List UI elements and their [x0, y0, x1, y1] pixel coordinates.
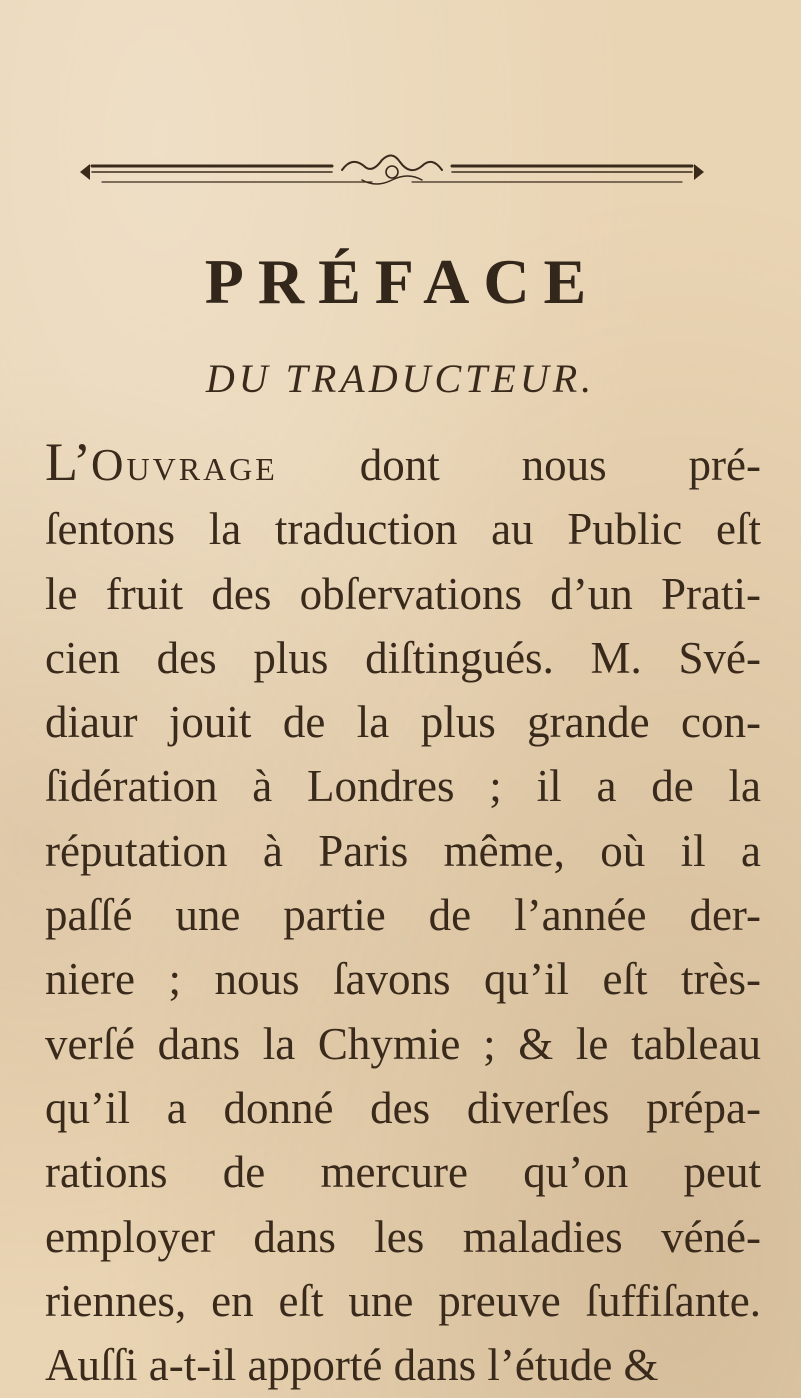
header-ornament: [72, 150, 712, 198]
text-line: qu’il a donné des diverſes prépa-: [45, 1082, 761, 1133]
body-text: [45, 430, 761, 1397]
text-line: employer dans les maladies véné-: [45, 1211, 761, 1262]
first-word: Ouvrage: [91, 440, 278, 490]
text-line: réputation à Paris même, où il a: [45, 825, 761, 876]
text-line: ſentons la traduction au Public eſt: [45, 504, 761, 555]
text-line: rations de mercure qu’on peut: [45, 1147, 761, 1198]
text-line: niere ; nous ſavons qu’il eſt très-: [45, 954, 761, 1005]
text-line: [45, 430, 761, 497]
text-line: diaur jouit de la plus grande con-: [45, 697, 761, 748]
text-line: le fruit des obſervations d’un Prati-: [45, 568, 761, 619]
text-line: cien des plus diſtingués. M. Své-: [45, 632, 761, 683]
text-line: Auſſi a-t-il apporté dans l’étude &: [45, 1340, 659, 1391]
page-title: PRÉFACE: [204, 246, 601, 317]
drop-cap: L’: [45, 432, 92, 492]
first-line-rest: dont nous pré-: [277, 440, 761, 490]
text-line: ſidération à Londres ; il a de la: [45, 761, 761, 812]
text-line: riennes, en eſt une preuve ſuffiſante.: [45, 1275, 761, 1326]
page-subtitle: DU TRADUCTEUR.: [205, 356, 596, 401]
text-line: verſé dans la Chymie ; & le tableau: [45, 1018, 761, 1069]
text-line: paſſé une partie de l’année der-: [45, 890, 761, 941]
